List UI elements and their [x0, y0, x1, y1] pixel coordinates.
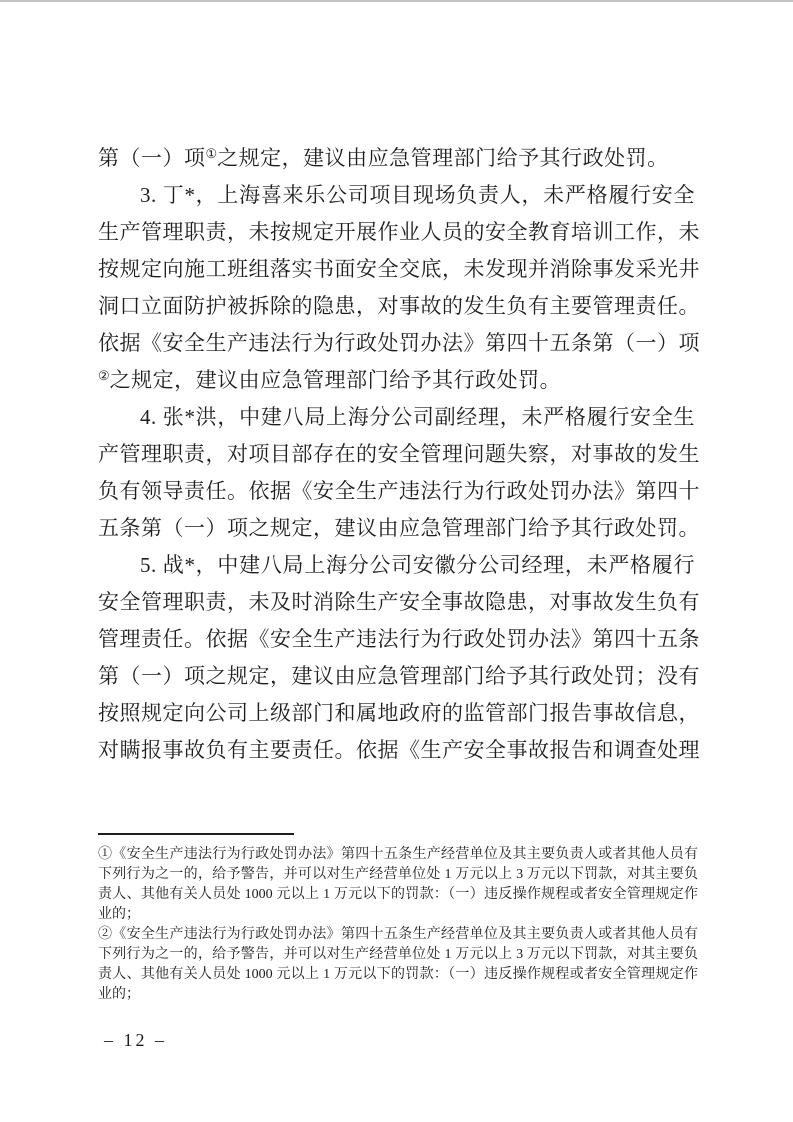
body-line	[98, 288, 700, 325]
footnote-line: 下列行为之一的，给予警告，并可以对生产经营单位处 1 万元以上 3 万元以下罚款，对其主要负	[98, 947, 698, 962]
body-line-text: 第（一）项之规定，建议由应急管理部门给予其行政处罚；没有	[98, 664, 700, 688]
body-line-text: 之规定，建议由应急管理部门给予其行政处罚。	[109, 368, 562, 392]
footnote-line: ②《安全生产违法行为行政处罚办法》第四十五条生产经营单位及其主要负责人或者其他人员有	[98, 927, 698, 942]
body-line-text: 负有领导责任。依据《安全生产违法行为行政处罚办法》第四十	[98, 479, 700, 503]
body-line	[98, 732, 700, 769]
body-line-text: 按照规定向公司上级部门和属地政府的监管部门报告事故信息，	[98, 701, 700, 725]
body-line-text: 4. 张*洪，中建八局上海分公司副经理，未严格履行安全生	[140, 405, 695, 429]
scan-edge-artifact	[0, 0, 793, 2]
footnote-ref-mark: ②	[98, 368, 110, 383]
body-line-text: 对瞒报事故负有主要责任。依据《生产安全事故报告和调查处理	[98, 738, 700, 762]
body-line-text: 3. 丁*，上海喜来乐公司项目现场负责人，未严格履行安全	[140, 183, 695, 207]
body-line	[98, 621, 700, 658]
body-line	[98, 547, 695, 584]
page-number: – 12 –	[104, 1030, 167, 1050]
body-line-text: 安全管理职责，未及时消除生产安全事故隐患，对事故发生负有	[98, 590, 700, 614]
body-line-text: 之规定，建议由应急管理部门给予其行政处罚。	[217, 146, 669, 170]
body-line	[98, 584, 700, 621]
footnote-line: 责人、其他有关人员处 1000 元以上 1 万元以下的罚款：（一）违反操作规程或者安全管理规定作	[98, 967, 698, 982]
footnote-line: ①《安全生产违法行为行政处罚办法》第四十五条生产经营单位及其主要负责人或者其他人员有	[98, 847, 698, 862]
body-line-text: 五条第（一）项之规定，建议由应急管理部门给予其行政处罚。	[98, 516, 700, 540]
footnote-line: 责人、其他有关人员处 1000 元以上 1 万元以下的罚款：（一）违反操作规程或者安全管理规定作	[98, 887, 698, 902]
body-line-text: 生产管理职责，未按规定开展作业人员的安全教育培训工作，未	[98, 220, 700, 244]
footnote-line: 下列行为之一的，给予警告，并可以对生产经营单位处 1 万元以上 3 万元以下罚款，对其主要负	[98, 867, 698, 882]
body-line	[98, 140, 695, 177]
body-line-text: 5. 战*，中建八局上海分公司安徽分公司经理，未严格履行	[140, 553, 695, 577]
body-line	[98, 695, 700, 732]
body-line	[98, 214, 700, 251]
footnote-item	[98, 845, 698, 925]
body-line	[98, 251, 700, 288]
body-line-text: 产管理职责，对项目部存在的安全管理问题失察，对事故的发生	[98, 442, 700, 466]
body-line	[98, 658, 700, 695]
footnotes	[98, 845, 698, 1005]
body-line	[98, 362, 695, 399]
footnote-item	[98, 925, 698, 1005]
body-line	[98, 473, 700, 510]
body-text	[98, 140, 700, 769]
body-line-text: 洞口立面防护被拆除的隐患，对事故的发生负有主要管理责任。	[98, 294, 700, 318]
body-line-text: 依据《安全生产违法行为行政处罚办法》第四十五条第（一）项	[98, 331, 700, 355]
body-line-text: 按规定向施工班组落实书面安全交底，未发现并消除事发采光井	[98, 257, 700, 281]
footnote-ref-mark: ①	[205, 146, 218, 161]
body-line	[98, 436, 700, 473]
footnote-line: 业的；	[98, 987, 140, 1002]
body-line-text: 第（一）项	[98, 146, 206, 170]
body-line	[98, 510, 700, 547]
body-line	[98, 177, 695, 214]
body-line	[98, 399, 695, 436]
footnote-separator	[98, 833, 294, 835]
body-line-text: 管理责任。依据《安全生产违法行为行政处罚办法》第四十五条	[98, 627, 700, 651]
body-line	[98, 325, 700, 362]
footnote-line: 业的；	[98, 907, 140, 922]
